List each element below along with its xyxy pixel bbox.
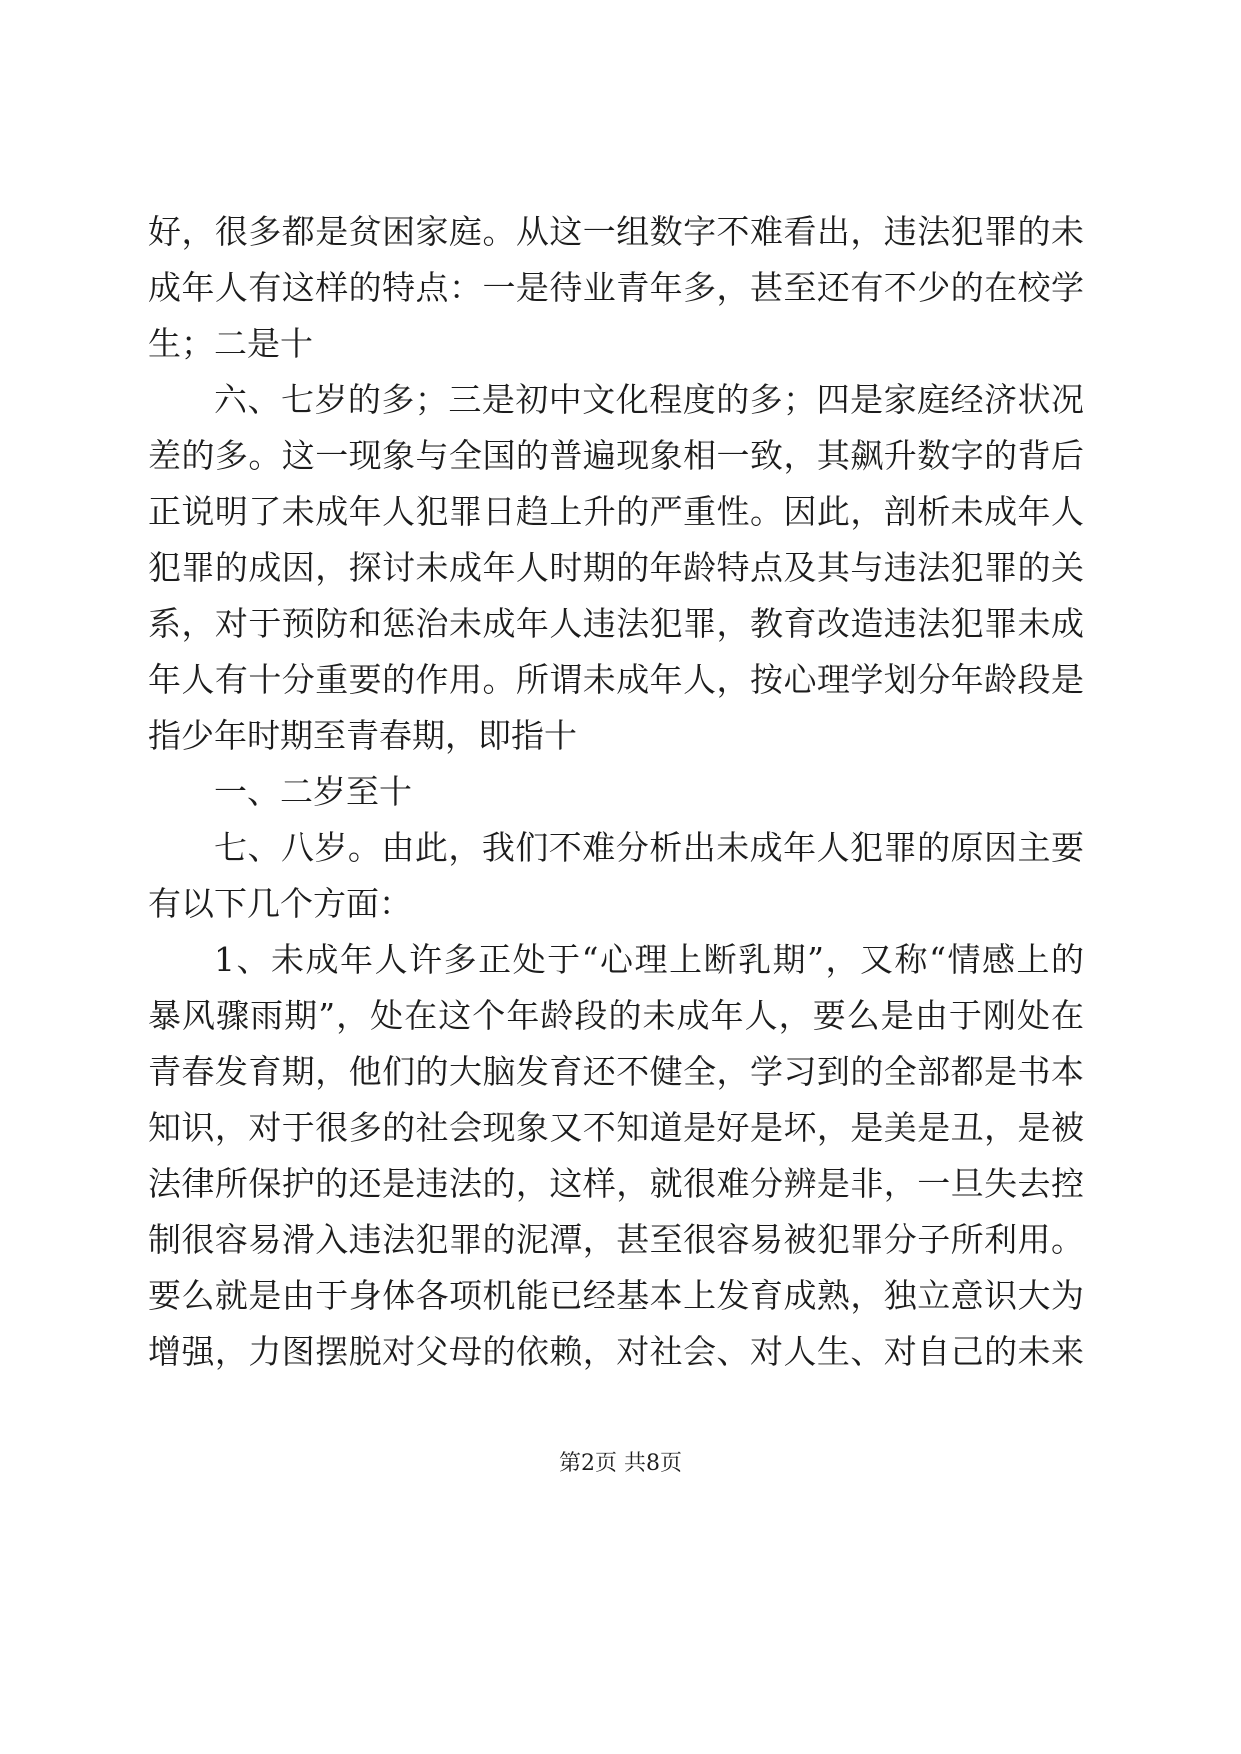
text-line: 1、未成年人许多正处于“心理上断乳期”，又称“情感上的 [214, 940, 1084, 979]
text-line: 法律所保护的还是违法的，这样，就很难分辨是非，一旦失去控 [148, 1164, 1084, 1203]
paragraph [148, 820, 1084, 932]
page-number-label: 第2页 共8页 [559, 1451, 682, 1476]
text-line: 六、七岁的多；三是初中文化程度的多；四是家庭经济状况 [214, 380, 1084, 419]
paragraph [148, 932, 1084, 1380]
text-line: 指少年时期至青春期，即指十 [148, 716, 577, 755]
text-line: 成年人有这样的特点：一是待业青年多，甚至还有不少的在校学 [148, 268, 1084, 307]
paragraph [148, 764, 1084, 820]
paragraph [148, 372, 1084, 764]
body-text [148, 204, 1084, 1380]
text-line: 生；二是十 [148, 324, 313, 363]
text-line: 七、八岁。由此，我们不难分析出未成年人犯罪的原因主要 [214, 828, 1084, 867]
text-line: 差的多。这一现象与全国的普遍现象相一致，其飙升数字的背后 [148, 436, 1084, 475]
page-footer [0, 1448, 1241, 1480]
text-line: 制很容易滑入违法犯罪的泥潭，甚至很容易被犯罪分子所利用。 [148, 1220, 1084, 1259]
text-line: 好，很多都是贫困家庭。从这一组数字不难看出，违法犯罪的未 [148, 212, 1084, 251]
text-line: 要么就是由于身体各项机能已经基本上发育成熟，独立意识大为 [148, 1276, 1084, 1315]
text-line: 知识，对于很多的社会现象又不知道是好是坏，是美是丑，是被 [148, 1108, 1084, 1147]
text-line: 暴风骤雨期”，处在这个年龄段的未成年人，要么是由于刚处在 [148, 996, 1084, 1035]
text-line: 年人有十分重要的作用。所谓未成年人，按心理学划分年龄段是 [148, 660, 1084, 699]
text-line: 增强，力图摆脱对父母的依赖，对社会、对人生、对自己的未来 [148, 1332, 1084, 1371]
paragraph [148, 204, 1084, 372]
text-line: 一、二岁至十 [214, 772, 412, 811]
text-line: 青春发育期，他们的大脑发育还不健全，学习到的全部都是书本 [148, 1052, 1084, 1091]
text-line: 正说明了未成年人犯罪日趋上升的严重性。因此，剖析未成年人 [148, 492, 1084, 531]
text-line: 系，对于预防和惩治未成年人违法犯罪，教育改造违法犯罪未成 [148, 604, 1084, 643]
text-line: 犯罪的成因，探讨未成年人时期的年龄特点及其与违法犯罪的关 [148, 548, 1084, 587]
text-line: 有以下几个方面： [148, 884, 412, 923]
